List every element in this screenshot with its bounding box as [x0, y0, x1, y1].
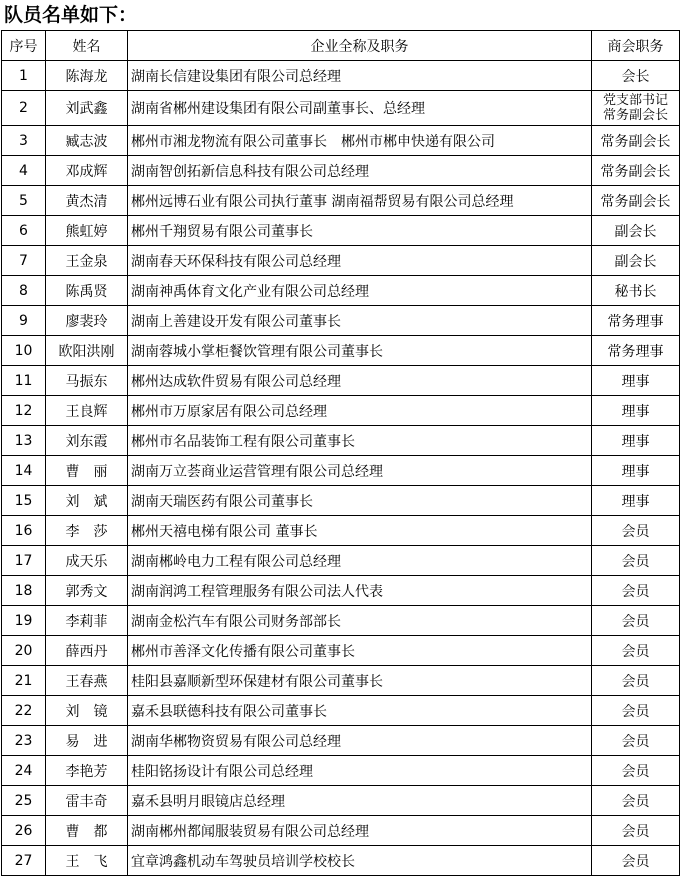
- table-row: [2, 91, 680, 126]
- table-row: [2, 456, 680, 486]
- cell-company: 湖南润鸿工程管理服务有限公司法人代表: [128, 576, 592, 606]
- table-row: [2, 756, 680, 786]
- cell-name: 李莉菲: [46, 606, 128, 636]
- cell-no: 17: [2, 546, 46, 576]
- cell-company: 郴州市湘龙物流有限公司董事长 郴州市郴申快递有限公司: [128, 126, 592, 156]
- header-name: 姓名: [46, 31, 128, 61]
- cell-company: 桂阳县嘉顺新型环保建材有限公司董事长: [128, 666, 592, 696]
- cell-company: 桂阳铭扬设计有限公司总经理: [128, 756, 592, 786]
- cell-company: 郴州远博石业有限公司执行董事 湖南福帮贸易有限公司总经理: [128, 186, 592, 216]
- cell-name: 刘 斌: [46, 486, 128, 516]
- cell-no: 27: [2, 846, 46, 876]
- cell-company: 湖南万立荟商业运营管理有限公司总经理: [128, 456, 592, 486]
- cell-role: 会员: [592, 636, 680, 666]
- cell-name: 王 飞: [46, 846, 128, 876]
- cell-role: 理事: [592, 366, 680, 396]
- table-row: [2, 366, 680, 396]
- cell-role: 常务理事: [592, 306, 680, 336]
- cell-company: 嘉禾县明月眼镜店总经理: [128, 786, 592, 816]
- table-row: [2, 126, 680, 156]
- table-row: [2, 726, 680, 756]
- cell-company: 郴州市万原家居有限公司总经理: [128, 396, 592, 426]
- cell-role: 会员: [592, 576, 680, 606]
- cell-no: 2: [2, 91, 46, 126]
- cell-name: 刘东霞: [46, 426, 128, 456]
- cell-name: 熊虹婷: [46, 216, 128, 246]
- cell-company: 湖南长信建设集团有限公司总经理: [128, 61, 592, 91]
- table-row: [2, 696, 680, 726]
- cell-role: 会员: [592, 846, 680, 876]
- cell-company: 湖南天瑞医药有限公司董事长: [128, 486, 592, 516]
- table-row: [2, 606, 680, 636]
- cell-no: 23: [2, 726, 46, 756]
- cell-no: 10: [2, 336, 46, 366]
- cell-role: 理事: [592, 456, 680, 486]
- table-row: [2, 576, 680, 606]
- cell-role: 常务理事: [592, 336, 680, 366]
- table-row: [2, 216, 680, 246]
- cell-name: 邓成辉: [46, 156, 128, 186]
- cell-role: 会员: [592, 546, 680, 576]
- cell-company: 郴州天禧电梯有限公司 董事长: [128, 516, 592, 546]
- cell-name: 雷丰奇: [46, 786, 128, 816]
- cell-company: 郴州千翔贸易有限公司董事长: [128, 216, 592, 246]
- cell-no: 18: [2, 576, 46, 606]
- cell-role: 秘书长: [592, 276, 680, 306]
- cell-no: 6: [2, 216, 46, 246]
- table-row: [2, 426, 680, 456]
- cell-role: 会员: [592, 756, 680, 786]
- cell-role: 理事: [592, 426, 680, 456]
- cell-company: 湖南华郴物资贸易有限公司总经理: [128, 726, 592, 756]
- cell-role: 常务副会长: [592, 186, 680, 216]
- member-table: [1, 30, 680, 876]
- cell-name: 廖裴玲: [46, 306, 128, 336]
- table-row: [2, 336, 680, 366]
- cell-name: 易 进: [46, 726, 128, 756]
- cell-company: 湖南上善建设开发有限公司董事长: [128, 306, 592, 336]
- cell-no: 20: [2, 636, 46, 666]
- header-no: 序号: [2, 31, 46, 61]
- cell-role: 会员: [592, 606, 680, 636]
- cell-no: 3: [2, 126, 46, 156]
- cell-company: 嘉禾县联德科技有限公司董事长: [128, 696, 592, 726]
- table-row: [2, 396, 680, 426]
- cell-name: 王金泉: [46, 246, 128, 276]
- cell-company: 湖南智创拓新信息科技有限公司总经理: [128, 156, 592, 186]
- cell-role: 会员: [592, 516, 680, 546]
- cell-no: 14: [2, 456, 46, 486]
- cell-role: 常务副会长: [592, 126, 680, 156]
- cell-name: 王良辉: [46, 396, 128, 426]
- table-row: [2, 156, 680, 186]
- cell-company: 湖南春天环保科技有限公司总经理: [128, 246, 592, 276]
- cell-role: 会员: [592, 696, 680, 726]
- cell-no: 5: [2, 186, 46, 216]
- cell-name: 陈禹贤: [46, 276, 128, 306]
- cell-name: 黄杰清: [46, 186, 128, 216]
- cell-company: 郴州市善泽文化传播有限公司董事长: [128, 636, 592, 666]
- table-row: [2, 186, 680, 216]
- cell-no: 25: [2, 786, 46, 816]
- cell-no: 26: [2, 816, 46, 846]
- cell-role: 常务副会长: [592, 156, 680, 186]
- table-row: [2, 546, 680, 576]
- cell-company: 湖南郴岭电力工程有限公司总经理: [128, 546, 592, 576]
- table-row: [2, 276, 680, 306]
- cell-role: 会员: [592, 726, 680, 756]
- cell-name: 李艳芳: [46, 756, 128, 786]
- cell-name: 薛西丹: [46, 636, 128, 666]
- table-row: [2, 846, 680, 876]
- cell-company: 湖南蓉城小掌柜餐饮管理有限公司董事长: [128, 336, 592, 366]
- cell-company: 湖南神禹体育文化产业有限公司总经理: [128, 276, 592, 306]
- cell-name: 王春燕: [46, 666, 128, 696]
- table-row: [2, 636, 680, 666]
- cell-role: 会员: [592, 816, 680, 846]
- cell-role: 理事: [592, 396, 680, 426]
- cell-no: 4: [2, 156, 46, 186]
- table-row: [2, 61, 680, 91]
- cell-name: 臧志波: [46, 126, 128, 156]
- cell-name: 陈海龙: [46, 61, 128, 91]
- cell-name: 郭秀文: [46, 576, 128, 606]
- table-row: [2, 786, 680, 816]
- cell-name: 曹 都: [46, 816, 128, 846]
- header-role: 商会职务: [592, 31, 680, 61]
- cell-role: 党支部书记 常务副会长: [592, 91, 680, 126]
- cell-name: 刘武鑫: [46, 91, 128, 126]
- cell-no: 16: [2, 516, 46, 546]
- cell-no: 24: [2, 756, 46, 786]
- cell-role: 会员: [592, 786, 680, 816]
- cell-role: 会员: [592, 666, 680, 696]
- cell-name: 曹 丽: [46, 456, 128, 486]
- cell-no: 22: [2, 696, 46, 726]
- cell-company: 湖南金松汽车有限公司财务部部长: [128, 606, 592, 636]
- cell-no: 13: [2, 426, 46, 456]
- cell-no: 21: [2, 666, 46, 696]
- table-row: [2, 666, 680, 696]
- cell-role: 副会长: [592, 216, 680, 246]
- cell-role: 会长: [592, 61, 680, 91]
- header-company: 企业全称及职务: [128, 31, 592, 61]
- cell-name: 李 莎: [46, 516, 128, 546]
- cell-company: 宜章鸿鑫机动车驾驶员培训学校校长: [128, 846, 592, 876]
- cell-no: 12: [2, 396, 46, 426]
- table-row: [2, 516, 680, 546]
- table-row: [2, 816, 680, 846]
- cell-name: 欧阳洪刚: [46, 336, 128, 366]
- cell-role: 理事: [592, 486, 680, 516]
- cell-name: 刘 镜: [46, 696, 128, 726]
- table-row: [2, 486, 680, 516]
- cell-no: 7: [2, 246, 46, 276]
- cell-no: 1: [2, 61, 46, 91]
- cell-no: 8: [2, 276, 46, 306]
- table-header-row: [2, 31, 680, 61]
- page-title: 队员名单如下：: [4, 4, 138, 26]
- table-row: [2, 306, 680, 336]
- cell-role: 副会长: [592, 246, 680, 276]
- cell-no: 19: [2, 606, 46, 636]
- cell-no: 11: [2, 366, 46, 396]
- table-row: [2, 246, 680, 276]
- cell-company: 湖南郴州都闻服装贸易有限公司总经理: [128, 816, 592, 846]
- cell-name: 成天乐: [46, 546, 128, 576]
- cell-company: 郴州达成软件贸易有限公司总经理: [128, 366, 592, 396]
- cell-company: 湖南省郴州建设集团有限公司副董事长、总经理: [128, 91, 592, 126]
- cell-no: 9: [2, 306, 46, 336]
- cell-no: 15: [2, 486, 46, 516]
- cell-name: 马振东: [46, 366, 128, 396]
- cell-company: 郴州市名品装饰工程有限公司董事长: [128, 426, 592, 456]
